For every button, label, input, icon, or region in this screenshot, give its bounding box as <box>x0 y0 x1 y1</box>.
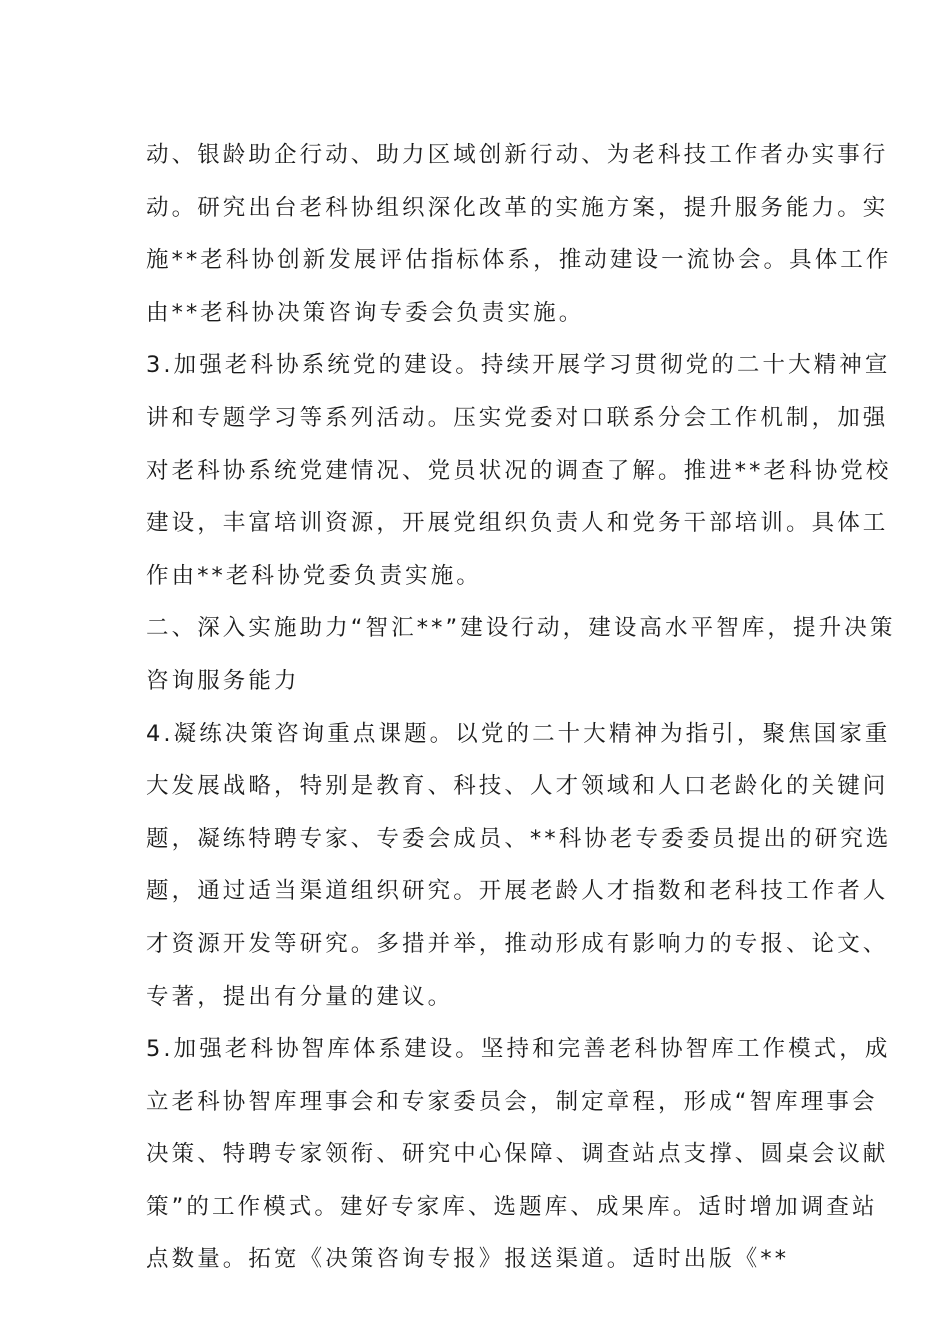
text-line: 3.加强老科协系统党的建设。持续开展学习贯彻党的二十大精神宣 <box>146 352 891 379</box>
text-line: 题，通过适当渠道组织研究。开展老龄人才指数和老科技工作者人 <box>146 878 889 905</box>
text-line: 由**老科协决策咨询专委会负责实施。 <box>146 299 585 326</box>
text-line: 专著，提出有分量的建议。 <box>146 983 454 1010</box>
text-line: 动。研究出台老科协组织深化改革的实施方案，提升服务能力。实 <box>146 194 889 221</box>
text-line: 建设，丰富培训资源，开展党组织负责人和党务干部培训。具体工 <box>146 510 889 537</box>
text-line: 决策、特聘专家领衔、研究中心保障、调查站点支撑、圆桌会议献 <box>146 1141 889 1168</box>
text-line: 5.加强老科协智库体系建设。坚持和完善老科协智库工作模式，成 <box>146 1036 891 1063</box>
paragraph-item-4 <box>146 708 892 1024</box>
document-body <box>146 129 896 1286</box>
text-line: 策”的工作模式。建好专家库、选题库、成果库。适时增加调查站 <box>146 1193 878 1220</box>
heading-line: 咨询服务能力 <box>146 667 300 694</box>
paragraph-item-3 <box>146 339 892 602</box>
text-line: 施**老科协创新发展评估指标体系，推动建设一流协会。具体工作 <box>146 247 892 274</box>
text-line: 讲和专题学习等系列活动。压实党委对口联系分会工作机制，加强 <box>146 404 889 431</box>
text-line: 立老科协智库理事会和专家委员会，制定章程，形成“智库理事会 <box>146 1088 878 1115</box>
text-line: 4.凝练决策咨询重点课题。以党的二十大精神为指引，聚焦国家重 <box>146 720 891 747</box>
section-heading-2 <box>146 602 896 707</box>
text-line: 点数量。拓宽《决策咨询专报》报送渠道。适时出版《** <box>146 1246 790 1273</box>
text-line: 作由**老科协党委负责实施。 <box>146 562 482 589</box>
text-line: 动、银龄助企行动、助力区域创新行动、为老科技工作者办实事行 <box>146 142 889 168</box>
text-line: 大发展战略，特别是教育、科技、人才领域和人口老龄化的关键问 <box>146 773 889 800</box>
paragraph-continuation <box>146 129 892 339</box>
text-line: 对老科协系统党建情况、党员状况的调查了解。推进**老科协党校 <box>146 457 892 484</box>
text-line: 才资源开发等研究。多措并举，推动形成有影响力的专报、论文、 <box>146 930 889 957</box>
paragraph-item-5 <box>146 1023 891 1286</box>
heading-line: 二、深入实施助力“智汇**”建设行动，建设高水平智库，提升决策 <box>146 615 896 642</box>
text-line: 题，凝练特聘专家、专委会成员、**科协老专委委员提出的研究选 <box>146 825 892 852</box>
